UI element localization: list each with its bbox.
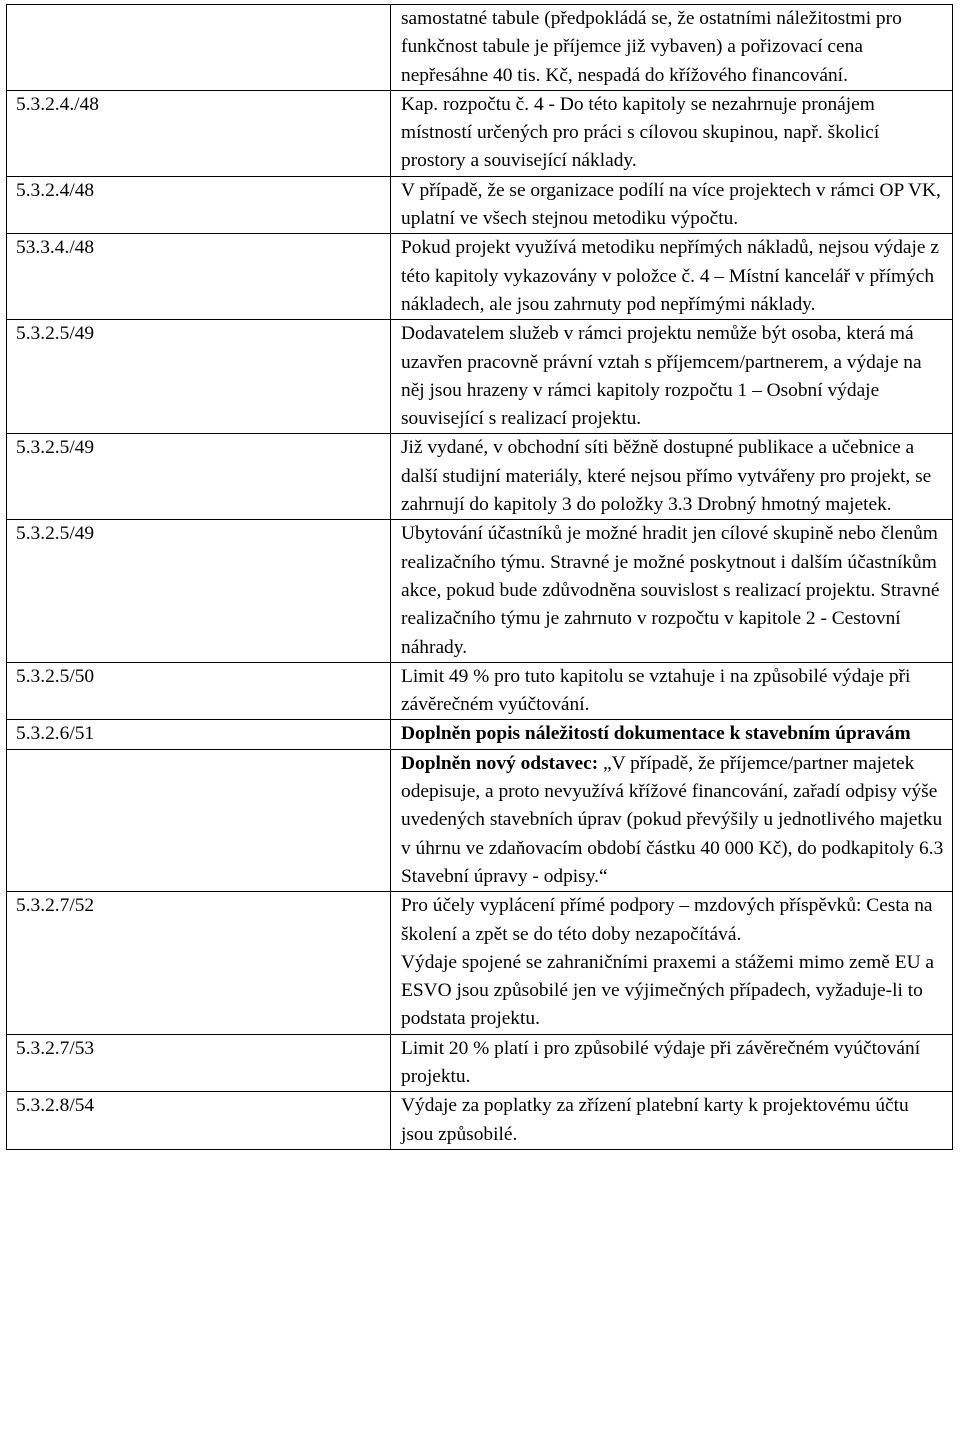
section-reference: 53.3.4./48: [7, 234, 391, 320]
section-reference: 5.3.2.7/52: [7, 892, 391, 1034]
section-reference: [7, 749, 391, 891]
change-description: [391, 320, 953, 434]
section-reference: 5.3.2.7/53: [7, 1034, 391, 1092]
change-description: [391, 1034, 953, 1092]
table-row: [7, 1092, 953, 1150]
paragraph: V případě, že se organizace podílí na více projektech v rámci OP VK, uplatní ve všech stejnou metodiku výpočtu.: [401, 179, 941, 230]
paragraph: Kap. rozpočtu č. 4 - Do této kapitoly se nezahrnuje pronájem místností určených pro práci s cílovou skupinou, např. školicí prostory a související náklady.: [401, 93, 880, 172]
bold-heading: Doplněn popis náležitostí dokumentace k stavebním úpravám: [401, 723, 911, 745]
change-description: [391, 720, 953, 749]
paragraph: Pokud projekt využívá metodiku nepřímých nákladů, nejsou výdaje z této kapitoly vykazovány v položce č. 4 – Místní kancelář v přímých nákladech, ale jsou zahrnuty pod nepřímými náklady.: [401, 237, 939, 315]
paragraph: samostatné tabule (předpokládá se, že ostatními náležitostmi pro funkčnost tabule je příjemce již vybaven) a pořizovací cena nepřesáhne 40 tis. Kč, nespadá do křížového financování.: [401, 8, 902, 86]
paragraph: „V případě, že příjemce/partner majetek odepisuje, a proto nevyužívá křížové financování, zařadí odpisy výše uvedených stavebních úprav (pokud převýšily u jednotlivého majetku v úhrnu ve zdaňovacím období částku 40 000 Kč), do podkapitoly 6.3 Stavební úpravy - odpisy.“: [401, 752, 944, 887]
table-row: [7, 520, 953, 662]
table-row: [7, 749, 953, 891]
change-description: [391, 749, 953, 891]
change-description: [391, 5, 953, 91]
section-reference: 5.3.2.8/54: [7, 1092, 391, 1150]
paragraph: Výdaje za poplatky za zřízení platební karty k projektovému účtu jsou způsobilé.: [401, 1095, 909, 1145]
section-reference: [7, 5, 391, 91]
paragraph: Limit 20 % platí i pro způsobilé výdaje při závěrečném vyúčtování projektu.: [401, 1037, 921, 1087]
table-row: [7, 320, 953, 434]
paragraph: Pro účely vyplácení přímé podpory – mzdových příspěvků: Cesta na školení a zpět se do této doby nezapočítává.: [401, 895, 933, 945]
change-description: [391, 1092, 953, 1150]
change-description: [391, 434, 953, 520]
paragraph: Již vydané, v obchodní síti běžně dostupné publikace a učebnice a další studijní materiály, které nejsou přímo vytvářeny pro projekt, se zahrnují do kapitoly 3 do položky 3.3 Drobný hmotný majetek.: [401, 437, 932, 516]
section-reference: 5.3.2.4/48: [7, 176, 391, 234]
table-row: [7, 176, 953, 234]
change-description: [391, 176, 953, 234]
paragraph: Limit 49 % pro tuto kapitolu se vztahuje i na způsobilé výdaje při závěrečném vyúčtování.: [401, 665, 911, 716]
table-row: [7, 434, 953, 520]
change-description: [391, 892, 953, 1034]
section-reference: 5.3.2.4./48: [7, 90, 391, 176]
paragraph: Výdaje spojené se zahraničními praxemi a stážemi mimo země EU a ESVO jsou způsobilé jen ve výjimečných případech, vyžaduje-li to podstata projektu.: [401, 951, 935, 1030]
section-reference: 5.3.2.5/49: [7, 520, 391, 662]
bold-lead: Doplněn nový odstavec:: [401, 752, 599, 774]
paragraph: Dodavatelem služeb v rámci projektu nemůže být osoba, která má uzavřen pracovně právní vztah s příjemcem/partnerem, a výdaje na něj jsou hrazeny v rámci kapitoly rozpočtu 1 – Osobní výdaje související s realizací projektu.: [401, 323, 922, 430]
section-reference: 5.3.2.5/49: [7, 320, 391, 434]
table-row: [7, 234, 953, 320]
change-description: [391, 662, 953, 720]
change-description: [391, 90, 953, 176]
section-reference: 5.3.2.5/49: [7, 434, 391, 520]
table-row: [7, 1034, 953, 1092]
table-row: [7, 720, 953, 749]
table-row: [7, 892, 953, 1034]
paragraph: Ubytování účastníků je možné hradit jen cílové skupině nebo členům realizačního týmu. Stravné je možné poskytnout i dalším účastníkům akce, pokud bude zdůvodněna souvislost s realizací projektu. Stravné realizačního týmu je zahrnuto v rozpočtu v kapitole 2 - Cestovní náhrady.: [401, 523, 940, 658]
section-reference: 5.3.2.6/51: [7, 720, 391, 749]
table-row: [7, 5, 953, 91]
document-table: [6, 4, 953, 1150]
table-row: [7, 662, 953, 720]
change-description: [391, 234, 953, 320]
table-row: [7, 90, 953, 176]
section-reference: 5.3.2.5/50: [7, 662, 391, 720]
change-description: [391, 520, 953, 662]
